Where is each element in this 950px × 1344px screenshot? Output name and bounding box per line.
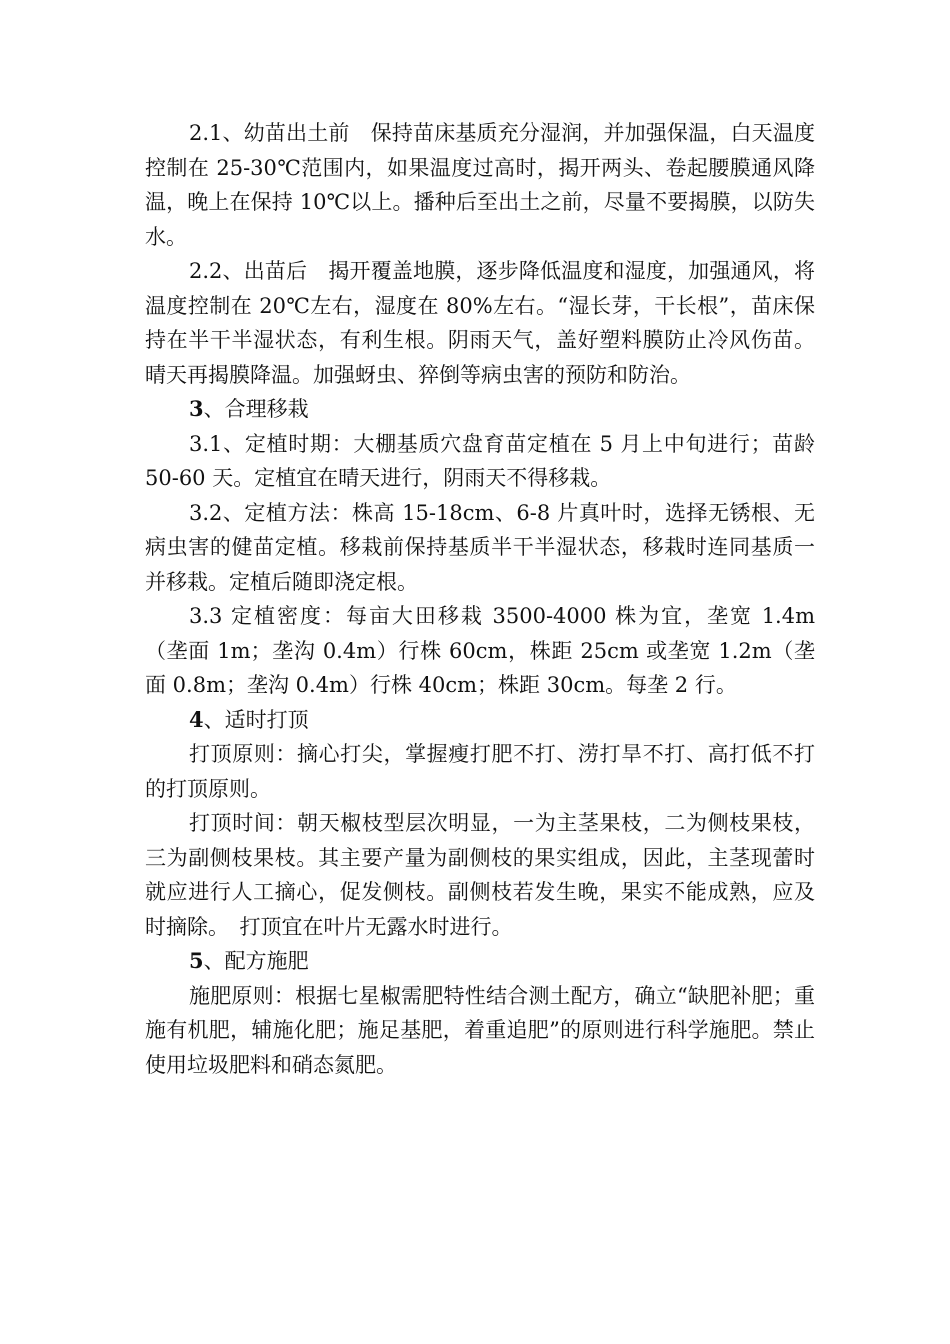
section-number: 5 [189, 948, 204, 973]
paragraph-topping-principle: 打顶原则：摘心打尖，掌握瘦打肥不打、涝打旱不打、高打低不打的打顶原则。 [145, 742, 815, 801]
section-number: 3 [189, 396, 204, 421]
document-body [145, 116, 815, 1082]
paragraph-3-1: 3.1、定植时期：大棚基质穴盘育苗定植在 5 月上中旬进行；苗龄 50-60 天。定植宜在晴天进行，阴雨天不得移栽。 [145, 431, 815, 490]
section-heading-5 [145, 944, 815, 979]
paragraph-3-2: 3.2、定植方法：株高 15-18cm、6-8 片真叶时，选择无锈根、无病虫害的健苗定植。移栽前保持基质半干半湿状态，移栽时连同基质一并移栽。定植后随即浇定根。 [145, 500, 815, 594]
section-heading-4 [145, 703, 815, 738]
section-title: 、适时打顶 [203, 707, 309, 732]
paragraph-3-3: 3.3 定植密度：每亩大田移栽 3500-4000 株为宜，垄宽 1.4m（垄面 1m；垄沟 0.4m）行株 60cm，株距 25cm 或垄宽 1.2m（垄面 0.8m；垄沟 0.4m）行株 40cm；株距 30cm。每垄 2 行。 [145, 604, 815, 697]
paragraph-topping-time: 打顶时间：朝天椒枝型层次明显，一为主茎果枝，二为侧枝果枝，三为副侧枝果枝。其主要产量为副侧枝的果实组成，因此，主茎现蕾时就应进行人工摘心，促发侧枝。副侧枝若发生晚，果实不能成熟，应及时摘除。 打顶宜在叶片无露水时进行。 [145, 811, 815, 939]
paragraph-2-2: 2.2、出苗后 揭开覆盖地膜，逐步降低温度和湿度，加强通风，将温度控制在 20℃左右，湿度在 80%左右。“湿长芽，干长根”，苗床保持在半干半湿状态，有利生根。阴雨天气，盖好塑料膜防止冷风伤苗。晴天再揭膜降温。加强蚜虫、猝倒等病虫害的预防和防治。 [145, 259, 815, 387]
paragraph-2-1: 2.1、幼苗出土前 保持苗床基质充分湿润，并加强保温，白天温度控制在 25-30℃范围内，如果温度过高时，揭开两头、卷起腰膜通风降温，晚上在保持 10℃以上。播种后至出土之前，尽量不要揭膜，以防失水。 [145, 121, 815, 249]
section-title: 、配方施肥 [203, 949, 309, 973]
section-title: 、合理移栽 [203, 397, 309, 421]
paragraph-fertilizer-principle: 施肥原则：根据七星椒需肥特性结合测土配方，确立“缺肥补肥；重施有机肥，辅施化肥；施足基肥，着重追肥”的原则进行科学施肥。禁止使用垃圾肥料和硝态氮肥。 [145, 983, 815, 1077]
section-number: 4 [189, 706, 204, 732]
section-heading-3 [145, 392, 815, 427]
